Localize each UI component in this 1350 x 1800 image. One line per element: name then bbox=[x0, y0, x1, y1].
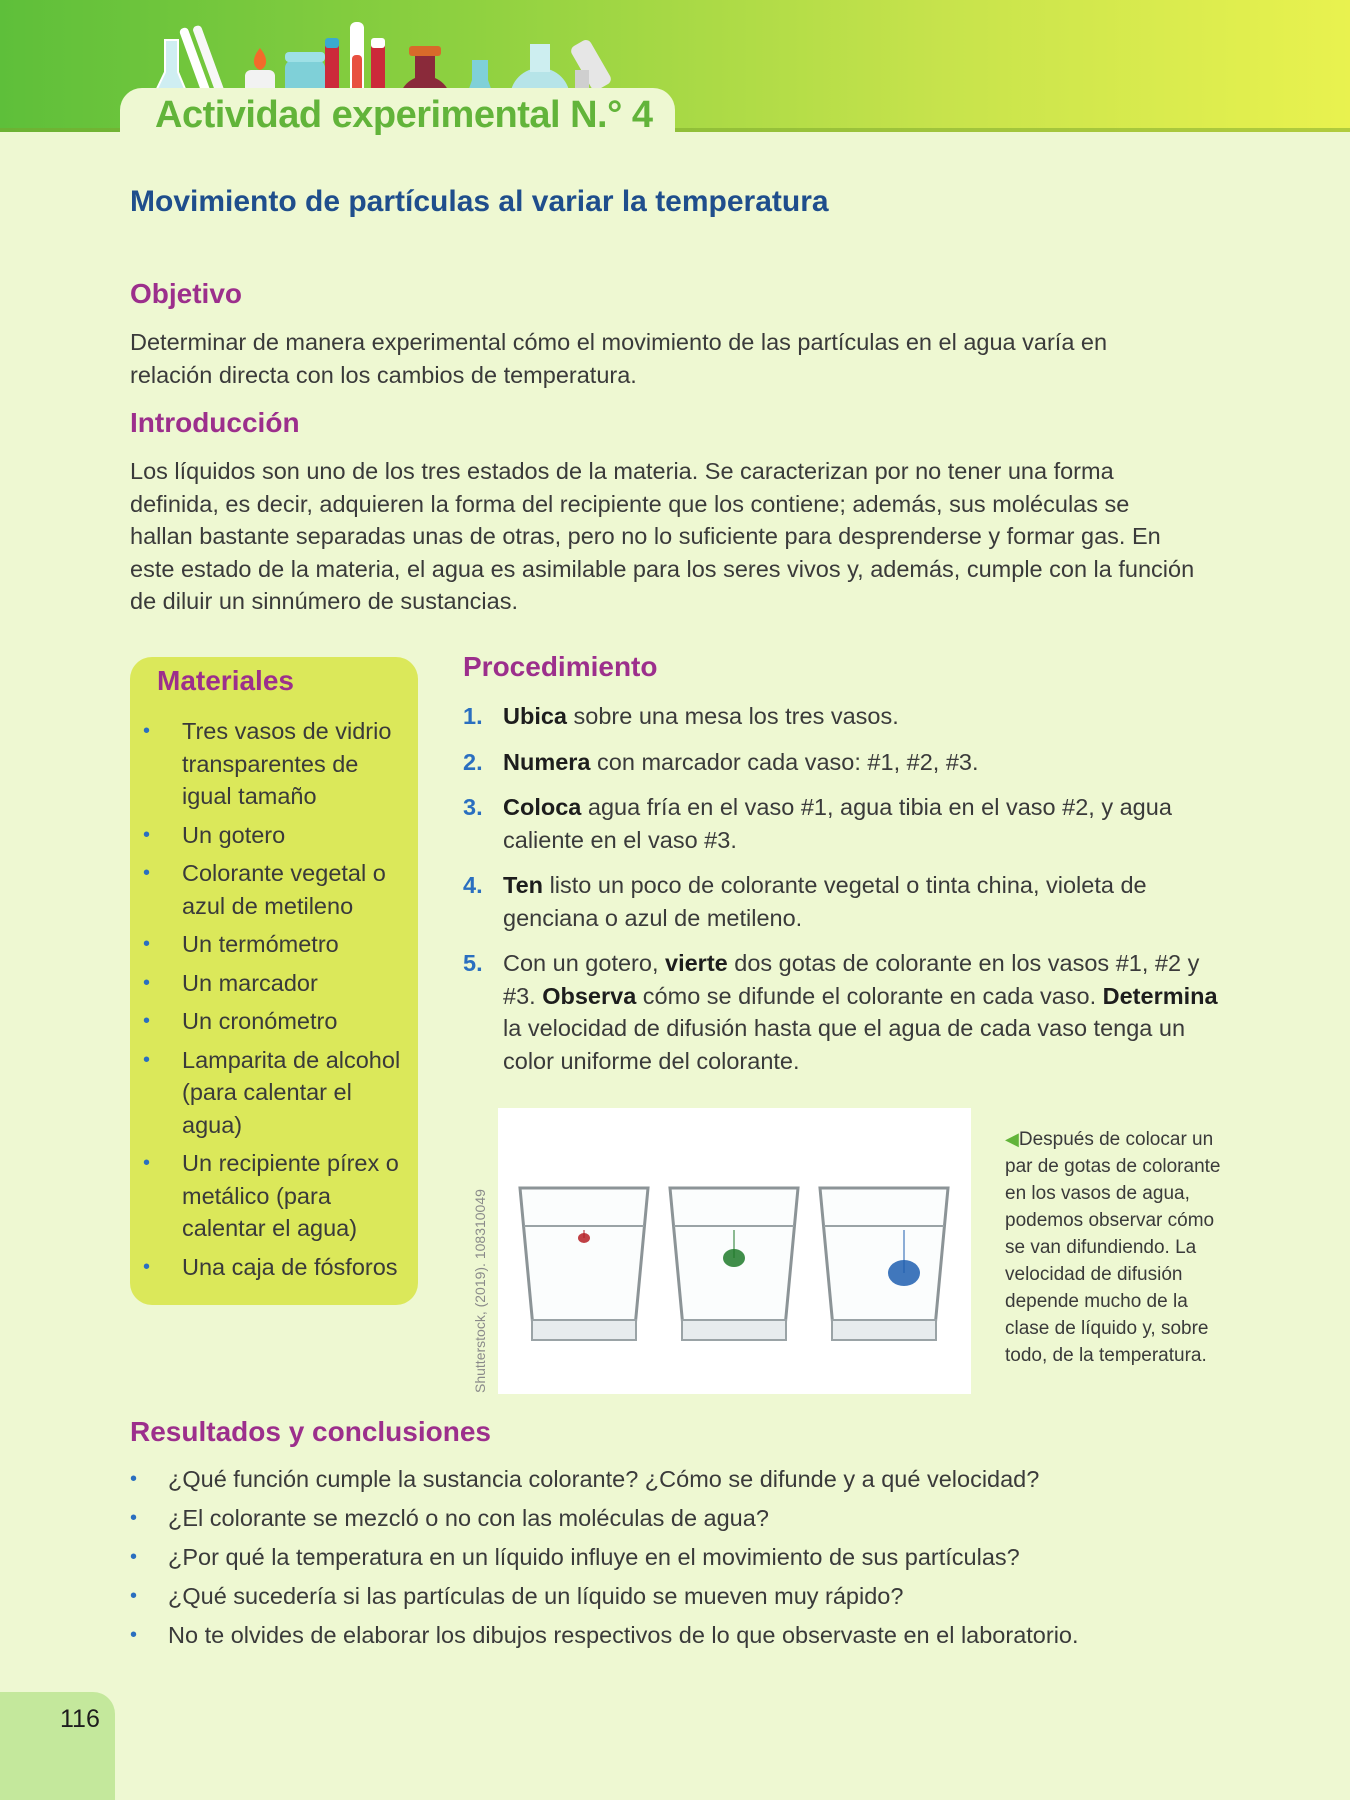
photo-caption: ◀Después de colocar un par de gotas de colorante en los vasos de agua, podemos observar cómo se van difundiendo. La velocidad de difusión depende mucho de la clase de líquido y, sobre todo, de la temperatura. bbox=[1005, 1129, 1221, 1366]
objective-text bbox=[130, 326, 1220, 391]
water-glass bbox=[820, 1188, 948, 1340]
list-item: • Un marcador bbox=[130, 967, 418, 1000]
bullet-icon: • bbox=[130, 1468, 138, 1490]
list-item: • Colorante vegetal o azul de metileno bbox=[130, 857, 418, 922]
list-item: • ¿Qué sucedería si las partículas de un líquido se mueven muy rápido? bbox=[130, 1580, 1230, 1613]
procedure-list bbox=[463, 700, 1223, 1090]
introduction-line: este estado de la materia, el agua es asimilable para los seres vivos y, además, cumple con la función bbox=[130, 555, 1195, 582]
caption-arrow-icon: ◀ bbox=[1005, 1129, 1019, 1149]
bullet-icon: • bbox=[130, 1546, 138, 1568]
introduction-text bbox=[130, 455, 1220, 618]
procedure-heading: Procedimiento bbox=[463, 651, 658, 682]
materials-heading: Materiales bbox=[157, 665, 294, 696]
list-item: • Un termómetro bbox=[130, 928, 418, 961]
page-title: Movimiento de partículas al variar la temperatura bbox=[130, 185, 829, 218]
objective-line: relación directa con los cambios de temperatura. bbox=[130, 361, 637, 388]
list-item: • No te olvides de elaborar los dibujos respectivos de lo que observaste en el laboratorio. bbox=[130, 1619, 1230, 1652]
bullet-icon: • bbox=[143, 720, 151, 742]
bullet-icon: • bbox=[143, 862, 151, 884]
water-glass bbox=[520, 1188, 648, 1340]
introduction-line: Los líquidos son uno de los tres estados de la materia. Se caracterizan por no tener una forma bbox=[130, 458, 1114, 484]
bullet-icon: • bbox=[143, 1010, 151, 1032]
bullet-icon: • bbox=[143, 971, 151, 994]
list-item: • ¿Qué función cumple la sustancia colorante? ¿Cómo se difunde y a qué velocidad? bbox=[130, 1463, 1230, 1496]
materials-list bbox=[130, 715, 418, 1289]
list-item: • Una caja de fósforos bbox=[130, 1251, 418, 1284]
list-item: • ¿El colorante se mezcló o no con las moléculas de agua? bbox=[130, 1502, 1230, 1535]
introduction-line: hallan bastante separadas unas de otras, pero no lo suficiente para desprenderse y formar gas. En bbox=[130, 523, 1161, 549]
list-item: • Lamparita de alcohol (para calentar el agua) bbox=[130, 1044, 418, 1142]
water-glass bbox=[670, 1188, 798, 1340]
objective-line: Determinar de manera experimental cómo el movimiento de las partículas en el agua varía en bbox=[130, 329, 1108, 355]
procedure-step: 1. Ubica sobre una mesa los tres vasos. bbox=[463, 703, 899, 729]
bullet-icon: • bbox=[130, 1585, 138, 1607]
list-item: • Tres vasos de vidrio transparentes de igual tamaño bbox=[130, 715, 418, 813]
list-item: • Un recipiente pírex o metálico (para calentar el agua) bbox=[130, 1147, 418, 1245]
three-glasses-illustration bbox=[498, 1108, 971, 1394]
list-item: • Un cronómetro bbox=[130, 1005, 418, 1038]
procedure-step: 2. Numera con marcador cada vaso: #1, #2, #3. bbox=[463, 748, 979, 775]
page-number: 116 bbox=[60, 1705, 100, 1733]
list-item: • ¿Por qué la temperatura en un líquido influye en el movimiento de sus partículas? bbox=[130, 1541, 1230, 1574]
bullet-icon: • bbox=[143, 1152, 151, 1174]
introduction-line: de diluir un sinnúmero de sustancias. bbox=[130, 588, 518, 614]
objective-heading: Objetivo bbox=[130, 278, 243, 309]
bullet-icon: • bbox=[143, 823, 151, 846]
procedure-step: 4. Ten listo un poco de colorante vegetal o tinta china, violeta de genciana o azul de metileno. bbox=[463, 872, 1147, 931]
bullet-icon: • bbox=[143, 1048, 151, 1071]
glasses-photo bbox=[498, 1108, 971, 1394]
photo-credit: Shutterstock, (2019). 108310049 bbox=[472, 1189, 488, 1393]
bullet-icon: • bbox=[143, 1255, 151, 1278]
bullet-icon: • bbox=[130, 1624, 138, 1646]
list-item: • Un gotero bbox=[130, 819, 418, 852]
procedure-step: 5. Con un gotero, vierte dos gotas de colorante en los vasos #1, #2 y #3. Observa cómo se difunde el colorante en cada vaso. Determina la velocidad de difusión hasta que el agua de cada vaso tenga un color uniforme del colorante. bbox=[463, 950, 1218, 1074]
bullet-icon: • bbox=[143, 933, 151, 955]
results-heading: Resultados y conclusiones bbox=[130, 1416, 491, 1447]
procedure-step: 3. Coloca agua fría en el vaso #1, agua tibia en el vaso #2, y agua caliente en el vaso #3. bbox=[463, 794, 1172, 853]
introduction-heading: Introducción bbox=[130, 407, 300, 438]
results-list bbox=[130, 1463, 1230, 1658]
materials-box bbox=[130, 657, 418, 1305]
activity-title: Actividad experimental N.° 4 bbox=[155, 94, 653, 136]
bullet-icon: • bbox=[130, 1507, 138, 1529]
introduction-line: definida, es decir, adquieren la forma del recipiente que los contiene; además, sus moléculas se bbox=[130, 490, 1130, 517]
